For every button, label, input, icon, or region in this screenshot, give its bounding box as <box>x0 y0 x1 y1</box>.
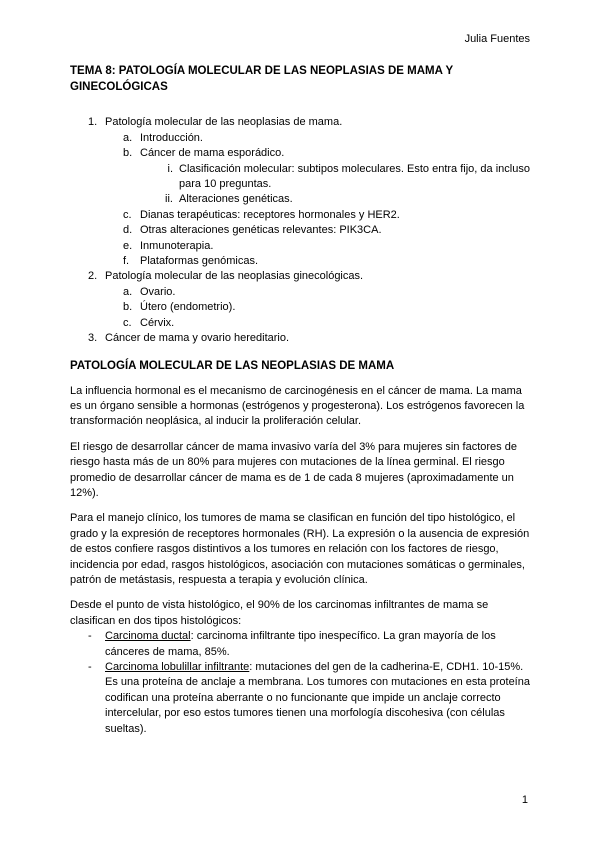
list-marker: b. <box>123 301 133 314</box>
outline-item <box>88 115 530 130</box>
outline-item <box>123 146 530 161</box>
outline-item <box>123 223 530 238</box>
list-marker: 2. <box>88 270 98 283</box>
list-marker: d. <box>123 224 133 237</box>
outline-item-text: Patología molecular de las neoplasias ginecológicas. <box>105 270 364 283</box>
outline-item <box>123 254 530 269</box>
outline-item-text: Introducción. <box>140 131 203 144</box>
list-marker: f. <box>123 255 130 268</box>
list-marker: a. <box>123 285 133 298</box>
outline-item <box>88 269 530 284</box>
outline-list <box>70 115 530 346</box>
list-marker: c. <box>123 316 132 329</box>
outline-item-text: Cáncer de mama esporádico. <box>140 147 285 160</box>
paragraph: El riesgo de desarrollar cáncer de mama invasivo varía del 3% para mujeres sin factores de riesgo hasta más de un 80% para mujeres con mutaciones de la línea germinal. El riesgo promedio de desarrollar cáncer de mama es de 1 de cada 8 mujeres (aproximadamente un 12%). <box>70 440 517 499</box>
outline-item-text: Cérvix. <box>140 316 175 329</box>
outline-item-text: Plataformas genómicas. <box>140 255 258 268</box>
list-marker: c. <box>123 208 132 221</box>
outline-item-text: Cáncer de mama y ovario hereditario. <box>105 332 290 345</box>
outline-item <box>155 192 530 207</box>
outline-item-text: Otras alteraciones genéticas relevantes: PIK3CA. <box>140 224 382 237</box>
page-number: 1 <box>521 794 528 806</box>
paragraph: La influencia hormonal es el mecanismo de carcinogénesis en el cáncer de mama. La mama es un órgano sensible a hormonas (estrógenos y progesterona). Los estrógenos favorecen la transformación neoplásica, al inducir la proliferación celular. <box>70 384 525 428</box>
outline-item-text: Patología molecular de las neoplasias de mama. <box>105 116 343 129</box>
outline-item-text: Ovario. <box>140 285 176 298</box>
outline-item <box>155 162 530 193</box>
dash-marker: - <box>88 661 92 673</box>
dash-marker: - <box>88 630 92 643</box>
bullet-item <box>88 660 530 737</box>
outline-item <box>123 300 530 315</box>
list-marker: ii. <box>165 193 173 206</box>
author-name: Julia Fuentes <box>464 33 530 45</box>
paragraph: Para el manejo clínico, los tumores de mama se clasifican en función del tipo histológico, el grado y la expresión de receptores hormonales (RH). La expresión o la ausencia de expresión de estos confiere rasgos distintivos a los tumores en relación con los factores de riesgo, incidencia por edad, rasgos histológicos, asociación con mutaciones somáticas o germinales, patrón de metástasis, respuesta a terapia y evolución clínica. <box>70 512 530 586</box>
bullet-rest: : mutaciones del gen de la cadherina-E, CDH1. 10-15%. Es una proteína de anclaje a membrana. Los tumores con mutaciones en esta proteína codifican una proteína aberrante o no funcionante que impide un anclaje correcto intercelular, por eso estos tumores tienen una morfología discohesiva (con células sueltas). <box>105 661 530 735</box>
document-title: TEMA 8: PATOLOGÍA MOLECULAR DE LAS NEOPLASIAS DE MAMA Y GINECOLÓGICAS <box>70 65 453 94</box>
outline-item <box>123 239 530 254</box>
bullet-item <box>88 629 530 660</box>
outline-item <box>88 331 530 346</box>
list-marker: 3. <box>88 332 98 345</box>
outline-item <box>123 285 530 300</box>
outline-item-text: Alteraciones genéticas. <box>179 193 293 206</box>
bullet-term: Carcinoma lobulillar infiltrante <box>105 661 250 673</box>
outline-item <box>123 316 530 331</box>
paragraph: Desde el punto de vista histológico, el 90% de los carcinomas infiltrantes de mama se clasifican en dos tipos histológicos: <box>70 599 489 627</box>
outline-item-text: Útero (endometrio). <box>140 301 236 314</box>
bullet-rest: : carcinoma infiltrante tipo inespecífico. La gran mayoría de los cánceres de mama, 85%. <box>105 630 496 658</box>
bullet-item-text <box>105 629 530 660</box>
outline-item-text: Clasificación molecular: subtipos moleculares. Esto entra fijo, da incluso para 10 preguntas. <box>179 162 530 191</box>
section-heading: PATOLOGÍA MOLECULAR DE LAS NEOPLASIAS DE MAMA <box>70 359 395 372</box>
list-marker: i. <box>167 162 173 175</box>
bullet-term: Carcinoma ductal <box>105 630 191 643</box>
list-marker: 1. <box>88 116 98 129</box>
outline-item-text: Inmunoterapia. <box>140 239 214 252</box>
histology-bullet-list <box>70 629 530 737</box>
list-marker: e. <box>123 239 133 252</box>
outline-item <box>123 208 530 223</box>
outline-item-text: Dianas terapéuticas: receptores hormonales y HER2. <box>140 208 400 221</box>
bullet-item-text <box>105 660 530 737</box>
list-marker: b. <box>123 147 133 160</box>
outline-item <box>123 131 530 146</box>
list-marker: a. <box>123 131 133 144</box>
